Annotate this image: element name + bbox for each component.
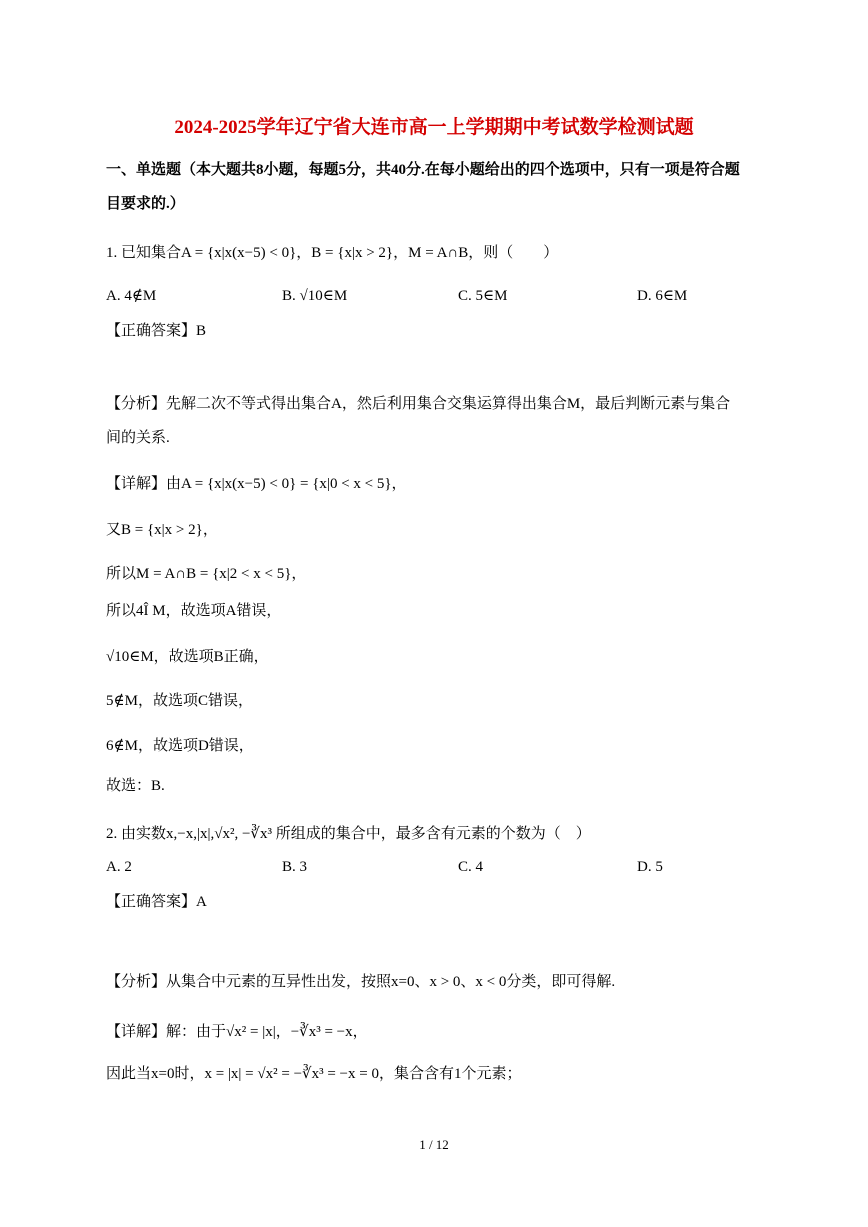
q2-analysis-line1: 【分析】从集合中元素的互异性出发，按照x=0、x > 0、x < 0分类，即可得解. <box>106 974 616 990</box>
q1-analysis-line2: 间的关系. <box>106 430 170 446</box>
q1-detail-line3: 所以M = A∩B = {x|2 < x < 5}， <box>106 566 307 582</box>
q1-detail-line2: 又B = {x|x > 2}， <box>106 522 218 538</box>
page-number: 1 / 12 <box>419 1137 449 1152</box>
q1-detail-line7: 6∉M，故选项D错误， <box>106 738 254 754</box>
q1-option-b: B. √10∈M <box>282 288 348 304</box>
q1-stem: 1. 已知集合A = {x|x(x−5) < 0}，B = {x|x > 2}，M = A∩B，则（ ） <box>106 245 559 261</box>
document-title: 2024-2025学年辽宁省大连市高一上学期期中考试数学检测试题 <box>174 117 694 138</box>
q2-option-a: A. 2 <box>106 859 132 875</box>
q1-option-a: A. 4∉M <box>106 288 157 304</box>
q1-analysis-line1: 【分析】先解二次不等式得出集合A，然后利用集合交集运算得出集合M，最后判断元素与集合 <box>106 396 731 412</box>
q2-detail-line1: 【详解】解：由于√x² = |x|，−∛x³ = −x， <box>106 1024 368 1040</box>
q1-option-d: D. 6∈M <box>637 288 688 304</box>
q1-detail-line5: √10∈M，故选项B正确， <box>106 649 269 665</box>
q1-option-c: C. 5∈M <box>458 288 508 304</box>
q1-detail-line6: 5∉M，故选项C错误， <box>106 693 253 709</box>
q2-option-b: B. 3 <box>282 859 308 875</box>
q1-answer: 【正确答案】B <box>106 323 207 339</box>
q2-detail-line2: 因此当x=0时，x = |x| = √x² = −∛x³ = −x = 0，集合含有1个元素； <box>106 1066 522 1082</box>
section-heading-line2: 目要求的.） <box>106 196 185 212</box>
q1-detail-line1: 【详解】由A = {x|x(x−5) < 0} = {x|0 < x < 5}， <box>106 476 407 492</box>
q1-detail-line4: 所以4Î M，故选项A错误， <box>106 603 282 619</box>
section-heading-line1: 一、单选题（本大题共8小题，每题5分，共40分.在每小题给出的四个选项中，只有一项是符合题 <box>106 162 740 178</box>
q2-stem: 2. 由实数x,−x,|x|,√x², −∛x³ 所组成的集合中，最多含有元素的个数为（ ） <box>106 826 591 842</box>
q2-option-d: D. 5 <box>637 859 663 875</box>
q2-option-c: C. 4 <box>458 859 484 875</box>
q2-answer: 【正确答案】A <box>106 894 207 910</box>
q1-detail-line8: 故选：B. <box>106 778 165 794</box>
